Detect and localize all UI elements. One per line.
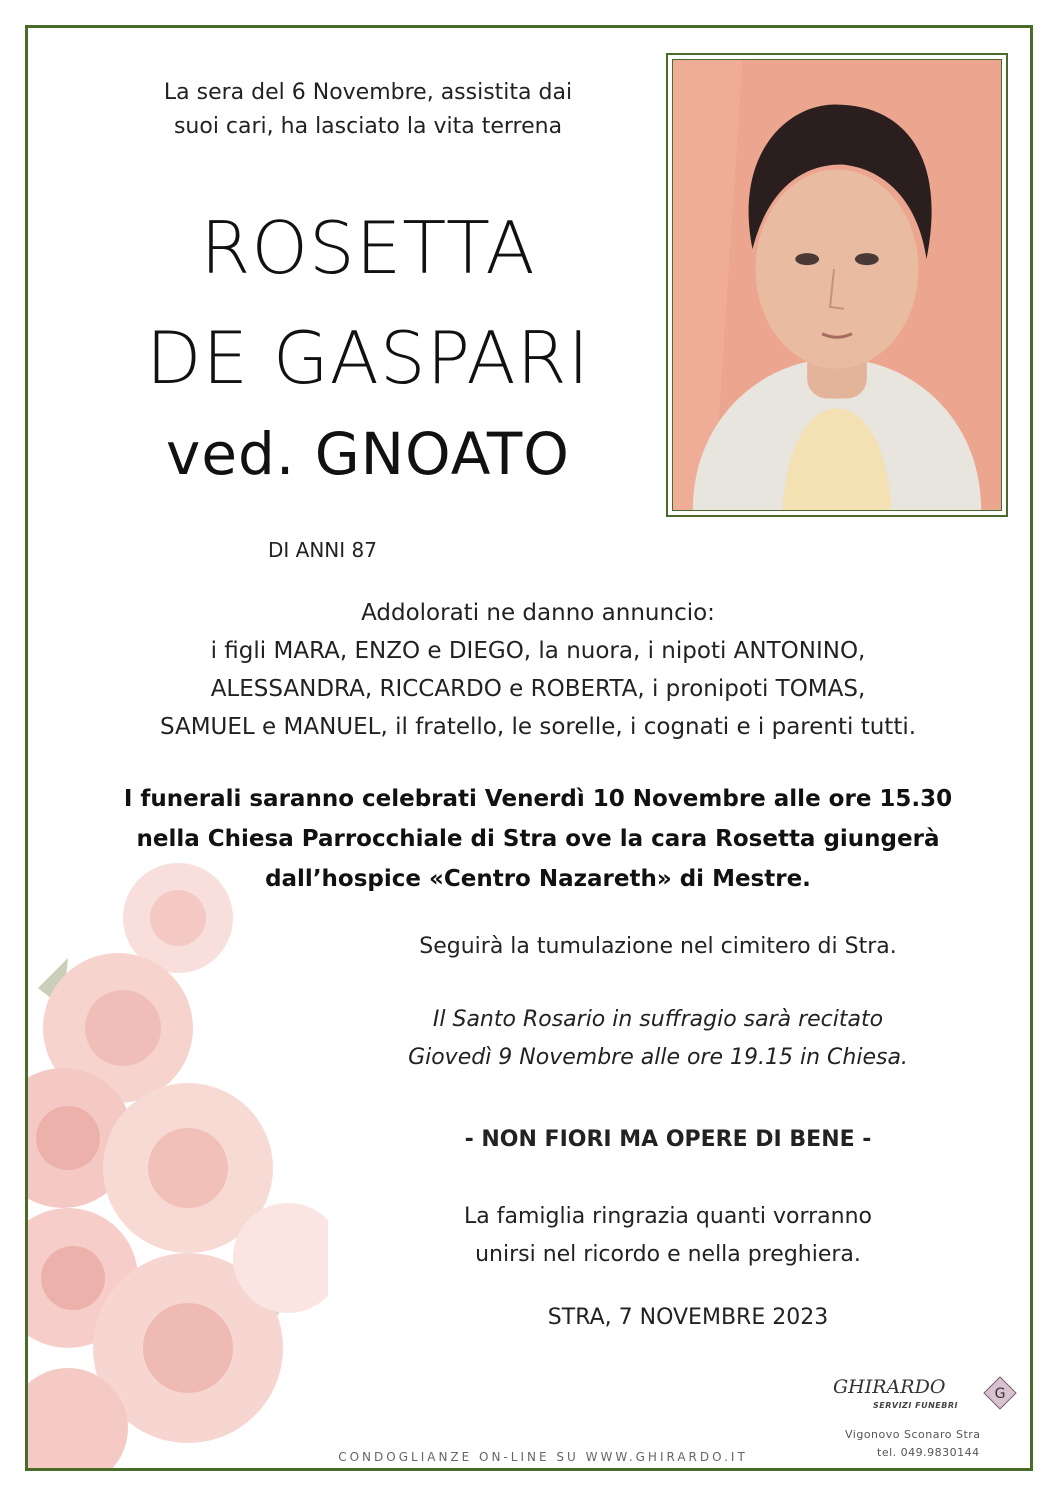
thanks-line-2: unirsi nel ricordo e nella preghiera. [475,1242,861,1267]
roses-decoration [28,838,328,1468]
logo-badge-letter: G [994,1386,1006,1402]
rosary-line-1: Il Santo Rosario in suffragio sarà recitato [432,1007,884,1032]
intro-text [88,76,648,144]
place-date: STRA, 7 NOVEMBRE 2023 [547,1305,829,1330]
rosary-line-2: Giovedì 9 Novembre alle ore 19.15 in Chiesa. [408,1045,908,1070]
burial-info: Seguirà la tumulazione nel cimitero di Stra. [419,934,897,959]
logo-name: GHIRARDO [833,1376,946,1398]
deceased-surname: DE GASPARI [146,316,590,400]
announce-line-2: i figli MARA, ENZO e DIEGO, la nuora, i nipoti ANTONINO, [210,638,866,664]
intro-line-1: La sera del 6 Novembre, assistita dai [163,80,573,105]
funeral-home-logo [823,1370,1033,1470]
portrait-illustration [673,60,1001,510]
logo-subtitle: SERVIZI FUNEBRI [873,1401,958,1410]
deceased-married-name: ved. GNOATO [166,420,570,488]
portrait-frame [666,53,1008,517]
funeral-line-3: dall’hospice «Centro Nazareth» di Mestre. [265,866,811,892]
deceased-age: DI ANNI 87 [268,538,377,562]
deceased-first-name: ROSETTA [200,206,536,290]
intro-line-2: suoi cari, ha lasciato la vita terrena [173,114,563,139]
thanks-line-1: La famiglia ringrazia quanti vorranno [464,1204,872,1229]
rosary-info [328,1001,988,1077]
funeral-line-2: nella Chiesa Parrocchiale di Stra ove la cara Rosetta giungerà [136,826,940,852]
thanks-text [428,1198,908,1274]
announce-line-4: SAMUEL e MANUEL, il fratello, le sorelle, i cognati e i parenti tutti. [159,714,917,740]
notice-frame [25,25,1033,1471]
logo-phone: tel. 049.9830144 [877,1446,980,1459]
announcement [88,594,988,746]
announce-line-1: Addolorati ne danno annuncio: [361,600,715,626]
announce-line-3: ALESSANDRA, RICCARDO e ROBERTA, i pronipoti TOMAS, [210,676,866,702]
funeral-line-1: I funerali saranno celebrati Venerdì 10 Novembre alle ore 15.30 [123,786,953,812]
logo-badge-icon [983,1376,1017,1410]
logo-towns: Vigonovo Sconaro Stra [845,1428,981,1441]
condolences-link[interactable]: CONDOGLIANZE ON-LINE SU WWW.GHIRARDO.IT [338,1450,748,1464]
portrait-photo [672,59,1002,511]
no-flowers-notice: - NON FIORI MA OPERE DI BENE - [464,1127,872,1152]
